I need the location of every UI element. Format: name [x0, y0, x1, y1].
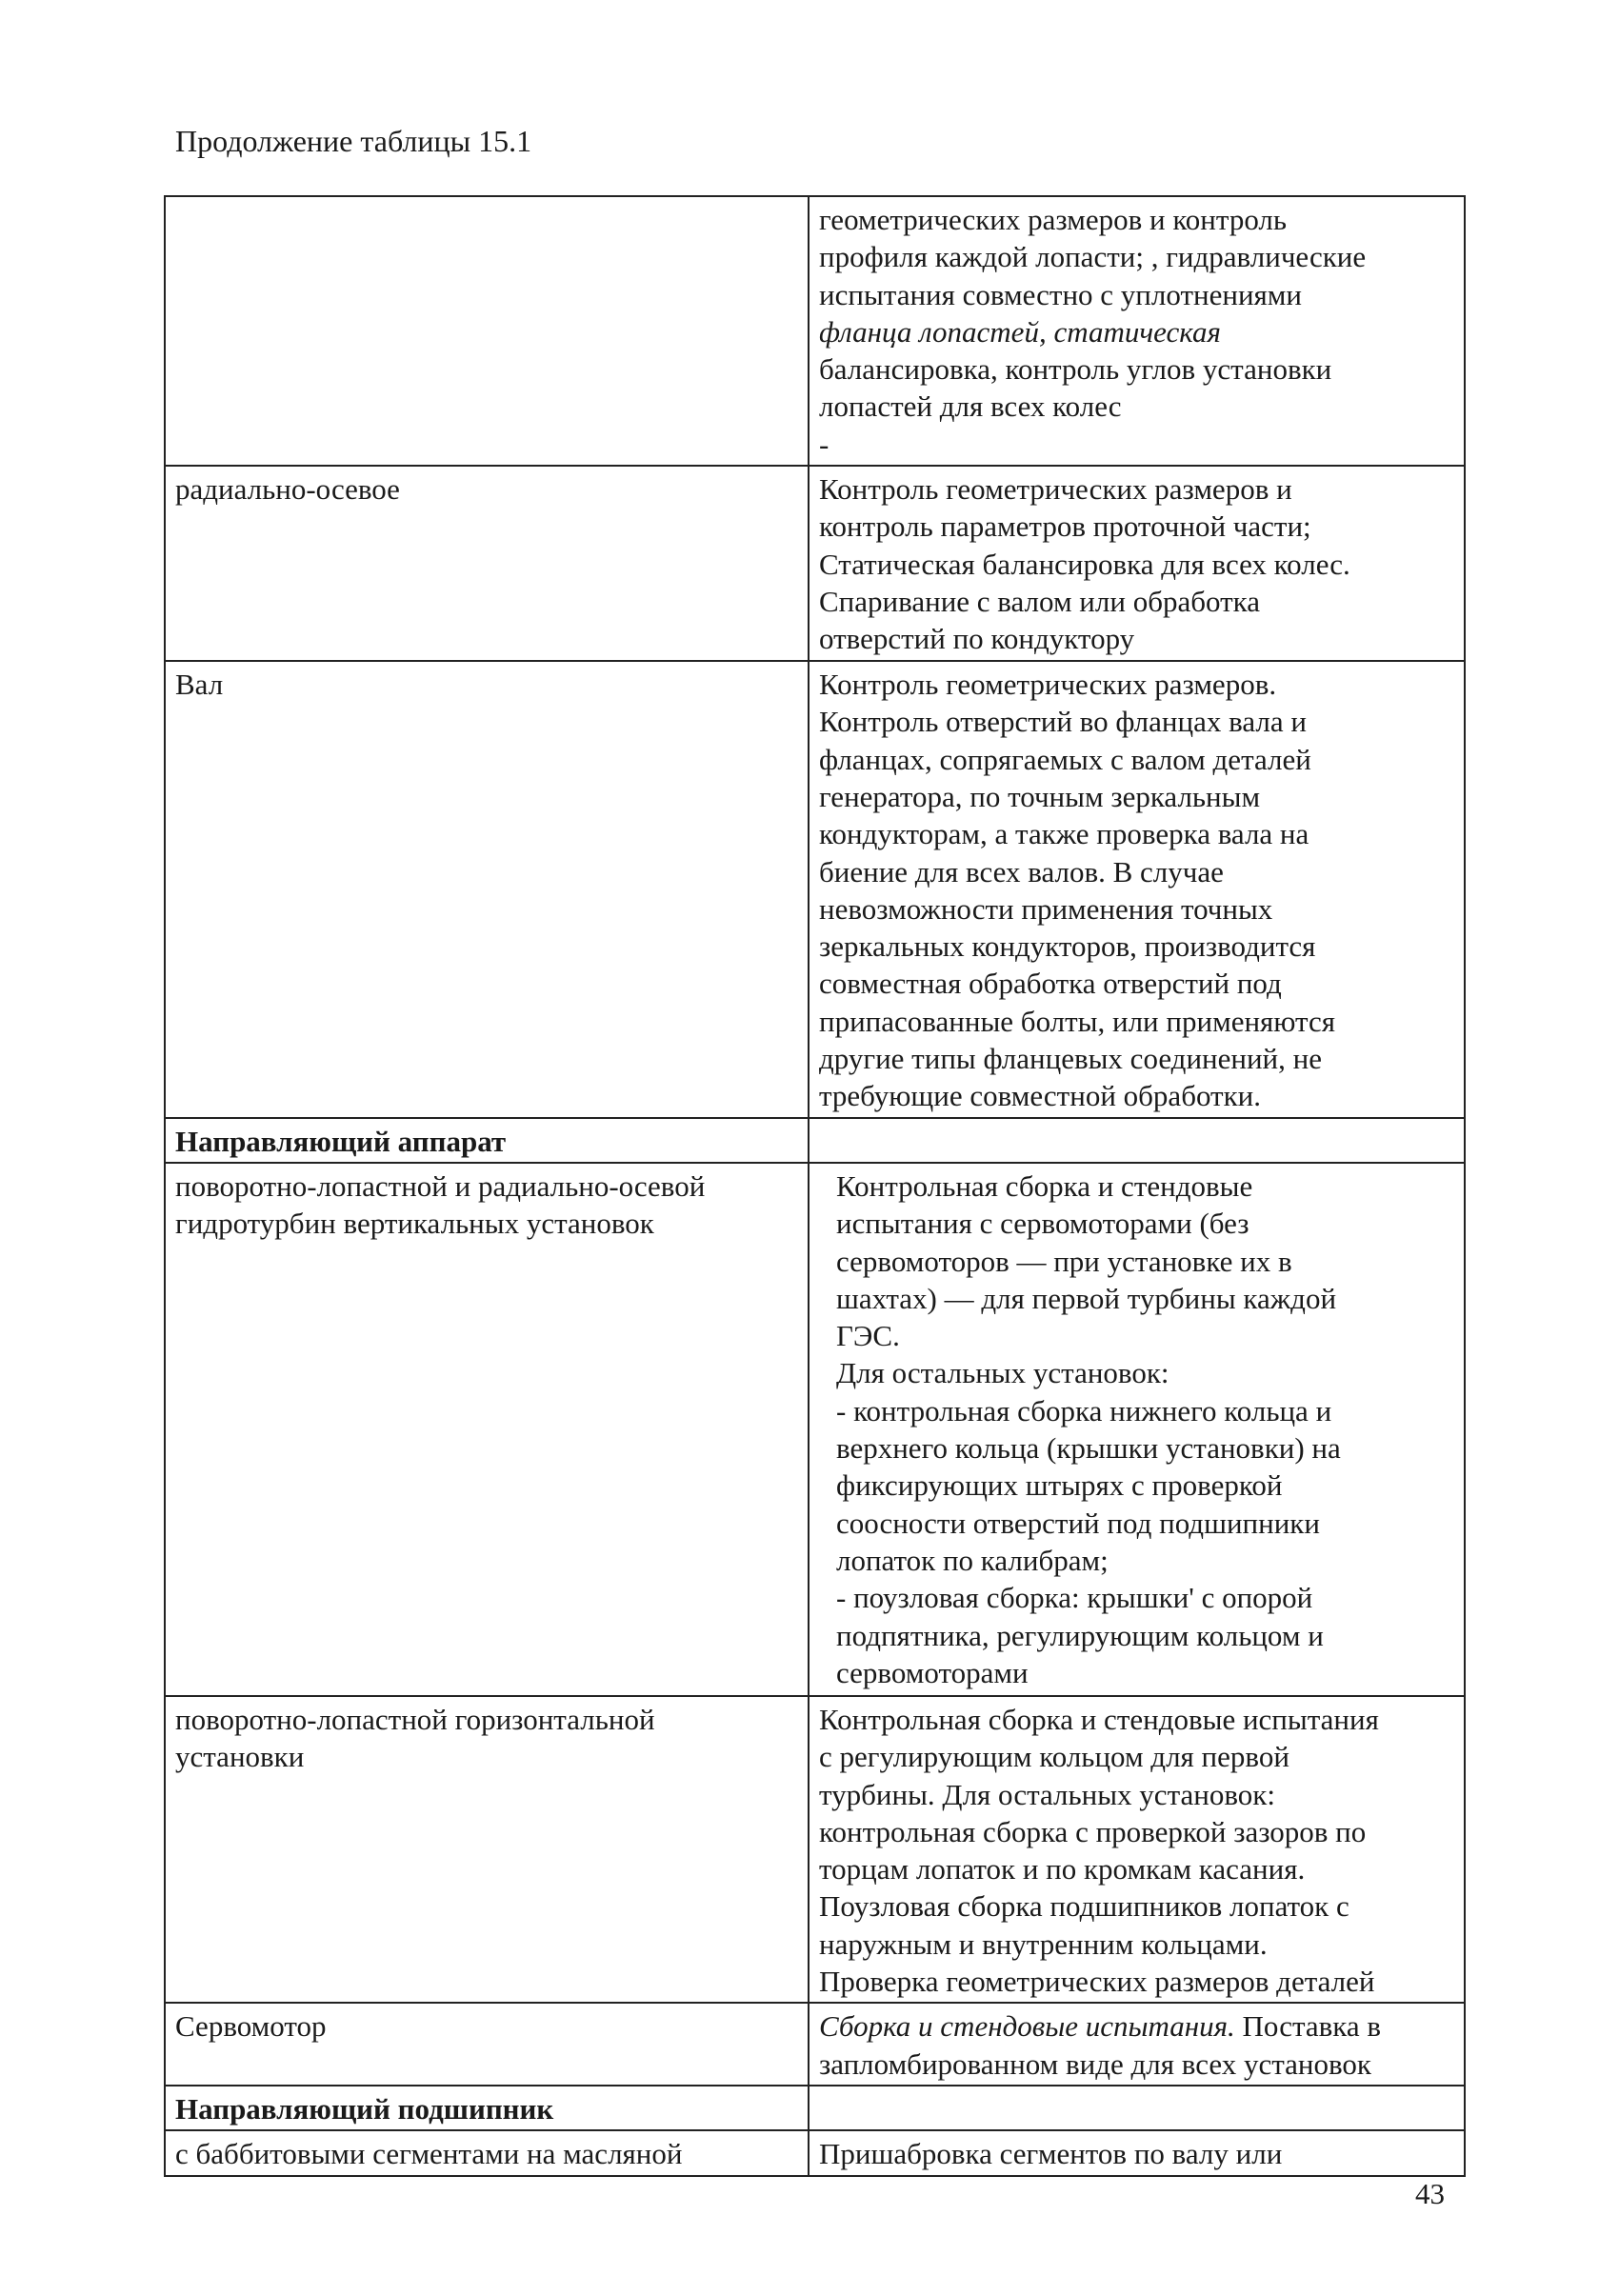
- cell-line: сервомоторами: [836, 1655, 1029, 1689]
- cell-line: балансировка, контроль углов установки: [819, 352, 1332, 387]
- cell-line: другие типы фланцевых соединений, не: [819, 1042, 1322, 1076]
- cell-line: Проверка геометрических размеров деталей: [819, 1965, 1375, 1999]
- inspection-table: [164, 195, 1466, 2177]
- cell-line: кондукторам, а также проверка вала на: [819, 817, 1309, 851]
- cell-line: генератора, по точным зеркальным: [819, 779, 1261, 813]
- cell-line: Спаривание с валом или обработка: [819, 584, 1261, 618]
- section-heading: Направляющий аппарат: [175, 1124, 507, 1158]
- table-cell-right: [809, 1163, 1465, 1696]
- cell-line: турбины. Для остальных установок:: [819, 1777, 1275, 1811]
- cell-line-rest: Поставка в: [1234, 2009, 1382, 2044]
- cell-line: Контроль геометрических размеров и: [819, 472, 1292, 507]
- cell-line: отверстий по кондуктору: [819, 622, 1135, 656]
- table-row: [165, 661, 1465, 1118]
- cell-line: запломбированном виде для всех установок: [819, 2046, 1371, 2081]
- table-row: [165, 2130, 1465, 2175]
- cell-line: - поузловая сборка: крышки' с опорой: [836, 1581, 1313, 1615]
- cell-line: Контрольная сборка и стендовые: [836, 1168, 1253, 1203]
- cell-line: фланцах, сопрягаемых с валом деталей: [819, 742, 1311, 776]
- table-cell-right: [809, 1118, 1465, 1163]
- cell-line: фиксирующих штырях с проверкой: [836, 1468, 1283, 1503]
- cell-line: испытания совместно с уплотнениями: [819, 277, 1303, 311]
- cell-line: Поузловая сборка подшипников лопаток с: [819, 1889, 1349, 1924]
- table-row: [165, 196, 1465, 466]
- cell-line: геометрических размеров и контроль: [819, 203, 1288, 236]
- cell-line: контроль параметров проточной части;: [819, 509, 1311, 544]
- cell-line: торцам лопаток и по кромкам касания.: [819, 1852, 1306, 1887]
- cell-line: Вал: [175, 668, 224, 702]
- cell-line: подпятника, регулирующим кольцом и: [836, 1618, 1324, 1652]
- cell-line: требующие совместной обработки.: [819, 1079, 1262, 1113]
- cell-line: [819, 2007, 1456, 2045]
- table-cell-right: [809, 466, 1465, 661]
- table-cell-left: [165, 2086, 809, 2130]
- cell-line: гидротурбин вертикальных установок: [175, 1207, 654, 1241]
- cell-line: Пришабровка сегментов по валу или: [819, 2137, 1283, 2171]
- cell-line: припасованные болты, или применяются: [819, 1004, 1336, 1038]
- cell-line: Для остальных установок:: [836, 1356, 1169, 1390]
- table-row: [165, 466, 1465, 661]
- cell-line: радиально-осевое: [175, 472, 400, 507]
- table-cell-left: [165, 661, 809, 1118]
- table-row: [165, 2003, 1465, 2086]
- cell-line: фланца лопастей, статическая: [819, 314, 1221, 349]
- cell-line: - контрольная сборка нижнего кольца и: [836, 1393, 1332, 1428]
- cell-line: Статическая балансировка для всех колес.: [819, 547, 1350, 581]
- section-heading: Направляющий подшипник: [175, 2091, 554, 2126]
- cell-line: шахтах) — для первой турбины каждой: [836, 1281, 1337, 1315]
- table-cell-left: [165, 1118, 809, 1163]
- cell-line: с регулирующим кольцом для первой: [819, 1740, 1289, 1774]
- cell-line: Контроль геометрических размеров.: [819, 668, 1277, 702]
- cell-line: невозможности применения точных: [819, 891, 1273, 926]
- cell-line: Контроль отверстий во фланцах вала и: [819, 705, 1307, 739]
- cell-line: зеркальных кондукторов, производится: [819, 929, 1316, 964]
- cell-line: поворотно-лопастной и радиально-осевой: [175, 1168, 706, 1203]
- cell-line: -: [819, 427, 829, 461]
- table-cell-left: [165, 1163, 809, 1696]
- cell-line: верхнего кольца (крышки установки) на: [836, 1431, 1341, 1466]
- table-cell-right: [809, 1696, 1465, 2003]
- table-caption: Продолжение таблицы 15.1: [175, 124, 532, 158]
- cell-line: наружным и внутренним кольцами.: [819, 1927, 1268, 1961]
- table-cell-right: [809, 2086, 1465, 2130]
- table-row: [165, 2086, 1465, 2130]
- table-row: [165, 1118, 1465, 1163]
- cell-line: сервомоторов — при установке их в: [836, 1244, 1292, 1278]
- table-cell-left: [165, 466, 809, 661]
- cell-line: биение для всех валов. В случае: [819, 854, 1224, 888]
- cell-line: с баббитовыми сегментами на масляной: [175, 2137, 683, 2171]
- table-cell-right: [809, 196, 1465, 466]
- table-row: [165, 1696, 1465, 2003]
- table-cell-left: [165, 1696, 809, 2003]
- cell-line: Контрольная сборка и стендовые испытания: [819, 1702, 1379, 1736]
- cell-line: контрольная сборка с проверкой зазоров по: [819, 1814, 1367, 1848]
- table-cell-left: [165, 196, 809, 466]
- page-number: 43: [1415, 2177, 1445, 2210]
- table-cell-right: [809, 661, 1465, 1118]
- cell-line: установки: [175, 1740, 305, 1774]
- cell-line: лопаток по калибрам;: [836, 1543, 1109, 1577]
- cell-line: соосности отверстий под подшипники: [836, 1506, 1320, 1540]
- table-cell-right: [809, 2003, 1465, 2086]
- table-cell-right: [809, 2130, 1465, 2175]
- cell-line: Сервомотор: [175, 2009, 327, 2044]
- table-cell-left: [165, 2130, 809, 2175]
- cell-line: испытания с сервомоторами (без: [836, 1207, 1249, 1241]
- cell-line: профиля каждой лопасти; , гидравлические: [819, 240, 1367, 274]
- italic-phrase: Сборка и стендовые испытания.: [819, 2009, 1235, 2044]
- cell-line: совместная обработка отверстий под: [819, 967, 1282, 1001]
- cell-line: поворотно-лопастной горизонтальной: [175, 1702, 655, 1736]
- cell-line: лопастей для всех колес: [819, 389, 1122, 424]
- cell-line: ГЭС.: [836, 1319, 900, 1353]
- table-cell-left: [165, 2003, 809, 2086]
- table-row: [165, 1163, 1465, 1696]
